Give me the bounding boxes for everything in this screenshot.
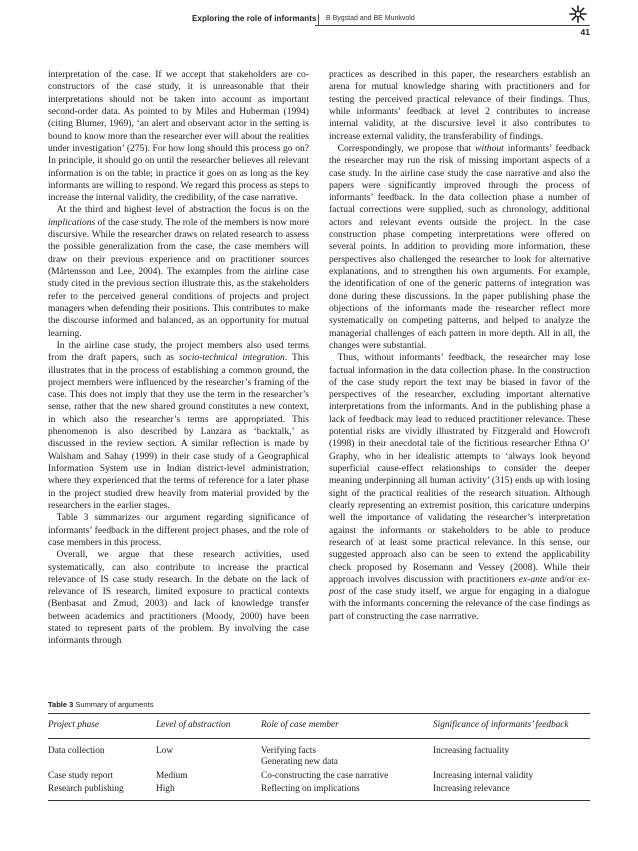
header-project-phase: Project phase (48, 714, 156, 739)
text-run: and/or (546, 573, 579, 585)
text-run: At the third and highest level of abstraction the focus is on the (56, 204, 309, 216)
cell-role-line-1: Verifying facts (261, 745, 316, 756)
cell-role-line-2: Generating new data (261, 757, 338, 768)
table-label: Table 3 (48, 700, 74, 709)
table-row (48, 738, 590, 770)
cell-phase: Research publishing (48, 783, 156, 800)
text-run: practices as described in this paper, the researchers establish an arena for mutual knowledge sharing with practitioners and for testing the perceived practical relevance of their findings. Thus, while informants’ feedback at level 2 contributes to increase internal validity, at the discursive level it also contributes to increase external validity, the transferability of findings. (329, 69, 590, 142)
text-run: In the airline case study, the project members also used terms from the draft papers, such as (48, 339, 309, 364)
text-run: Overall, we argue that these research activities, used systematically, can also contribute to increase the practical relevance of IS case study research. In the debate on the lack of relevance of IS research, limited exposure to practical contexts (Benbasat and Zmud, 2003) and lack of knowledge transfer between academics and practitioners (Moody, 2000) have been stated to represent parts of the problem. By involving the case informants through (48, 549, 309, 647)
emphasis-text: ex-post (329, 573, 590, 598)
running-authors: B Bygstad and BE Munkvold (326, 14, 415, 22)
left-paragraph-2 (48, 204, 309, 339)
summary-table (48, 700, 590, 801)
cell-role: Reflecting on implications (261, 783, 433, 800)
table-header-row (48, 714, 590, 739)
header-level-of-abstraction: Level of abstraction (156, 714, 261, 739)
journal-logo-icon (568, 4, 588, 24)
text-run: . This illustrates that in the process of establishing a common ground, the project members were influenced by the researcher’s framing of the case. This does not imply that they use the term in the researcher’s sense, rather that the new shared ground constitutes a new context, in which also the researcher’s terms are appropriated. This phenomenon is also described by Lanzara as ‘backtalk,’ as discussed in the review section. A similar reflection is made by Walsham and Sahay (1999) in their case study of a Geographical Information System use in Indian district-level administration, where they experienced that the terms of reference for a later phase in the project studied drew heavily from material provided by the researchers in the earlier stages. (48, 352, 310, 511)
cell-significance: Increasing relevance (433, 783, 590, 800)
text-run: Thus, without informants’ feedback, the researcher may lose factual information in the data collection phase. In the construction of the case study report the text may be biased in favor of the perspectives of the researcher, excluding important alternative interpretations from the informants. And in the publishing phase a lack of feedback may lead to reduced practitioner relevance. These potential risks are vividly illustrated by Fitzgerald and Howcroft (1998) in their anecdotal tale of the fictitious researcher Ethna O’ Graphy, who in her idealistic attempts to ‘always look beyond superficial cause-effect relationships to consider the deeper meaning underpinning all human activity’ (315) ends up with losing sight of the practical realities of the research situation. Although clearly representing an extremist position, this caricature underpins well the importance of validating the researcher’s interpretation against the informants or stakeholders to be able to produce research of at least some practical relevance. In this sense, our suggested approach also can be seen to extend the applicability check proposed by Rosemann and Vessey (2008). While their approach involves discussion with practitioners (329, 352, 590, 585)
right-paragraph-3 (329, 352, 590, 623)
emphasis-text: without (475, 142, 504, 154)
left-paragraph-1 (48, 69, 309, 204)
table-title: Summary of arguments (75, 700, 154, 709)
text-run: Correspondingly, we propose that (337, 142, 476, 154)
right-paragraph-2 (329, 143, 590, 352)
arguments-table (48, 713, 590, 801)
cell-phase: Data collection (48, 745, 105, 756)
running-title: Exploring the role of informants (192, 14, 317, 23)
cell-level: Medium (156, 770, 188, 781)
text-run: informants’ feedback the researcher may run the risk of missing important aspects of a case study. In the airline case study the case narrative and also the papers were significantly improved through the process of informants’ feedback. In the data collection phase a number of factual corrections were supplied, such as chronology, additional actors and relevant events outside the project. In the case construction phase competing interpretations were offered on several points. In addition to providing more information, these perspectives also challenged the researcher to look for alternative explanations, and to strengthen his own arguments. For example, the identification of one of the generic patterns of integration was done during these discussions. In the paper publishing phase the objections of the informants made the researcher reflect more systematically on competing patterns, and helped to analyze the managerial challenges of each pattern in more depth. All in all, the changes were substantial. (329, 142, 590, 351)
page-header (0, 0, 638, 60)
header-significance: Significance of informants’ feedback (433, 714, 590, 739)
emphasis-text: ex-ante (518, 573, 547, 585)
right-column (329, 69, 590, 623)
cell-significance: Increasing internal validity (433, 770, 534, 781)
table-caption (48, 700, 590, 709)
text-run: Table 3 summarizes our argument regarding significance of informants’ feedback in the different project phases, and the role of case members in this process. (48, 512, 309, 548)
left-column (48, 69, 309, 648)
text-run: of the case study. The role of the members is now more discursive. While the researcher draws on related research to assess the possible generalization from the case, the case members will draw on their previous experience and on practitioner sources (Mårtensson and Lee, 2004). The examples from the airline case study cited in the previous section illustrate this, as the stakeholders refer to the perceived general conditions of projects and project managers when defending their positions. This contributes to make the discourse informed and balanced, as an opportunity for mutual learning. (48, 216, 309, 339)
header-divider (318, 14, 319, 25)
cell-level: Low (156, 745, 174, 756)
cell-role (261, 738, 433, 770)
cell-role: Co-constructing the case narrative (261, 770, 389, 781)
emphasis-text: implications (48, 216, 96, 228)
right-paragraph-1 (329, 69, 590, 143)
text-run: interpretation of the case. If we accept that stakeholders are co-constructors of the case study, it is unreasonable that their interpretations should not be taken into account as important second-order data. As pointed to by Miles and Huberman (1994) (citing Blumer, 1969), ‘an alert and observant actor in the setting is bound to know more than the researcher ever will about the realities under investigation’ (275). For how long should this process go on? In principle, it should go on until the researcher believes all relevant information is on the table; in practice it goes on as long as the key informants are willing to respond. We regard this process as steps to increase the internal validity, the credibility, of the case narrative. (48, 69, 309, 204)
cell-level: High (156, 783, 261, 800)
text-run: of the case study itself, we argue for engaging in a dialogue with the informants concerning the relevance of the case findings as part of constructing the case narrrative. (329, 586, 590, 622)
left-paragraph-3 (48, 340, 309, 512)
table-row (48, 770, 590, 784)
left-paragraph-4 (48, 512, 309, 549)
emphasis-text: socio-technical integration (179, 352, 285, 364)
table-row (48, 783, 590, 800)
left-paragraph-5 (48, 549, 309, 648)
cell-phase: Case study report (48, 770, 114, 781)
page-number: 41 (580, 27, 590, 37)
cell-significance: Increasing factuality (433, 745, 510, 756)
header-role-of-case-member: Role of case member (261, 714, 433, 739)
header-rule (315, 25, 590, 26)
